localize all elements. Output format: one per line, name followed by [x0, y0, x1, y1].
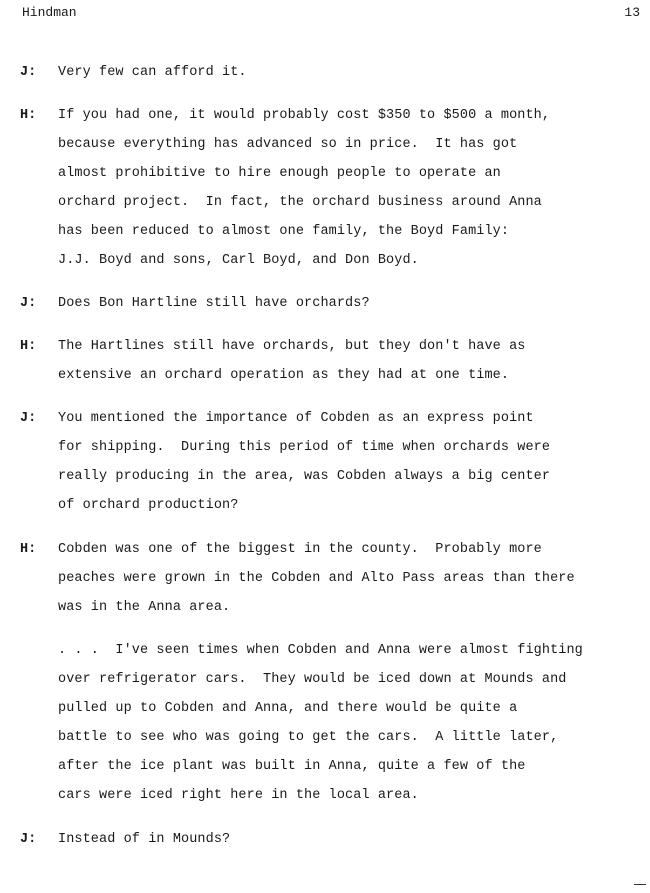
transcript-line: for shipping. During this period of time when orchards were — [58, 439, 551, 455]
transcript-line: over refrigerator cars. They would be iced down at Mounds and — [58, 671, 567, 687]
speaker-label: J: — [20, 296, 37, 311]
page-edge-mark — [634, 884, 646, 885]
transcript-line: Cobden was one of the biggest in the county. Probably more — [58, 542, 542, 557]
transcript-line: Instead of in Mounds? — [58, 832, 231, 847]
transcript-line: battle to see who was going to get the cars. A little later, — [58, 729, 559, 745]
transcript-line: pulled up to Cobden and Anna, and there would be quite a — [58, 700, 518, 716]
transcript-line: . . . I've seen times when Cobden and Anna were almost fighting — [58, 643, 583, 658]
transcript-line: because everything has advanced so in price. It has got — [58, 136, 518, 152]
transcript-line: cars were iced right here in the local area. — [58, 787, 419, 803]
speaker-label: J: — [20, 65, 37, 80]
transcript-line: after the ice plant was built in Anna, quite a few of the — [58, 758, 526, 774]
page-header-name: Hindman — [22, 5, 77, 20]
transcript-line: Very few can afford it. — [58, 65, 247, 80]
transcript-line: was in the Anna area. — [58, 599, 231, 615]
transcript-line: peaches were grown in the Cobden and Alto Pass areas than there — [58, 570, 575, 586]
speaker-label: H: — [20, 108, 37, 123]
transcript-line: extensive an orchard operation as they had at one time. — [58, 367, 510, 383]
transcript-line: Does Bon Hartline still have orchards? — [58, 296, 370, 311]
speaker-label: J: — [20, 411, 37, 426]
speaker-label: J: — [20, 832, 37, 847]
transcript-line: J.J. Boyd and sons, Carl Boyd, and Don Boyd. — [58, 252, 419, 268]
transcript-line: The Hartlines still have orchards, but they don't have as — [58, 339, 526, 354]
transcript-line: If you had one, it would probably cost $350 to $500 a month, — [58, 108, 551, 123]
transcript-line: really producing in the area, was Cobden always a big center — [58, 468, 551, 484]
transcript-line: almost prohibitive to hire enough people to operate an — [58, 165, 501, 181]
speaker-label: H: — [20, 339, 37, 354]
speaker-label: H: — [20, 542, 37, 557]
transcript-line: You mentioned the importance of Cobden as an express point — [58, 411, 534, 426]
transcript-line: orchard project. In fact, the orchard business around Anna — [58, 194, 542, 210]
transcript-line: of orchard production? — [58, 497, 239, 513]
page-number: 13 — [624, 5, 640, 20]
transcript-line: has been reduced to almost one family, the Boyd Family: — [58, 223, 510, 239]
